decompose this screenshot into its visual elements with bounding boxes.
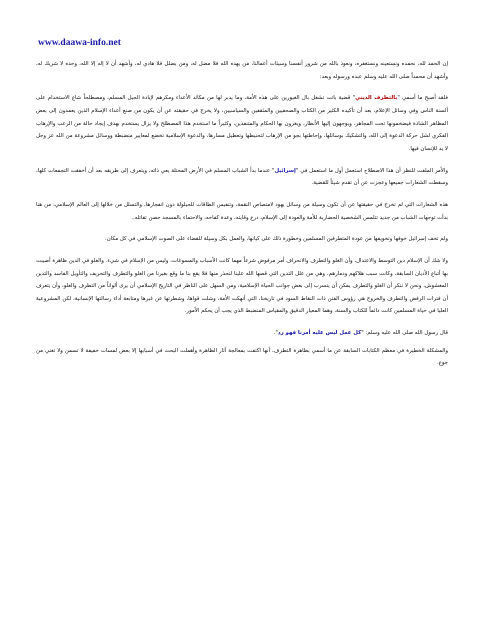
highlighted-term: إسرائيل xyxy=(274,167,296,174)
paragraph-text: والأمر الملفت للنظر أن هذا الاصطلاح استعمل أول ما استعمل في " xyxy=(295,167,448,174)
paragraph-text: " عندما بدأ الشباب المسلم في الأرض المحتلة يعي ذاته، ويتعرف إلى طريقه بعد أن أخفقت التجمعات كلها، وسقطت الشعارات جميعها وعجزت عن أن تقدم شيئاً للقضية. xyxy=(36,167,448,187)
paragraph-text: إن الحمد لله، نحمده ونستعينه ونستغفره، ونعوذ بالله من شرور أنفسنا وسيئات أعمالنا، من يهده الله فلا مضل له، ومن يضلل فلا هادي له، وأشهد أن لا إله إلا الله، وحده لا شريك له، وأشهد أن محمداً صلى الله عليه وسلم عبده ورسوله وبعد: xyxy=(36,61,448,80)
paragraph-text: والمشكلة الخطيرة في معظم الكتابات السابقة عن ما أسمي بظاهرة التطرف، أنها اكتفت بمعالجة آثار الظاهرة وأهملت البحث في أسبابها إلا بعض لمسات خفيفة لا تسمن ولا تغني من جوع. xyxy=(36,347,448,367)
paragraph-text: ". xyxy=(273,330,278,337)
paragraph-problem xyxy=(36,345,448,370)
paragraph-israel-fear xyxy=(36,233,448,246)
paragraph-slogans xyxy=(36,199,448,224)
hadith-quote: كل عمل ليس عليه أمرنا فهو رد xyxy=(277,330,362,337)
paragraph-israel-origin xyxy=(36,165,448,190)
paragraph-text: فلقد أصبح ما أسمي " xyxy=(397,95,448,102)
paragraph-hadith xyxy=(36,327,448,340)
paragraph-text: قال رسول الله صلى الله عليه وسلم: " xyxy=(361,330,448,337)
paragraph-religious-extremism xyxy=(36,92,448,155)
paragraph-text: ولا شك أن الإسلام دين التوسط والاعتدال، وأن الغلو والتطرف والانحراف أمر مرفوض شرعاً مهما كانت الأسباب والمسوغات، وليس من الإسلام في شيء. والغلو في الدين ظاهرة أصيبت بها أتباع الأديان السابقة، وكانت سبب هلاكهم ودمارهم، وهي من علل التدين التي قصها الله علينا لنحذر منها فلا يقع بنا ما وقع بغيرنا من الغلو والتطرف والتحريف والتأويل الفاسد والتدين المغشوش، ونحن لا ننكر أن الغلو والتطرف يمكن أن يتسرب إلى بعض جوانب الحياة الإسلامية، ومن السهل على الناظر في التاريخ الإسلامي أن يرى ألواناً من التطرف والغلو، وأن يتعرف أن فترات الرفض والتطرف والخروج هي رؤوس الفتن ذات النقاط السود في تاريخنا، التي أنهكت الأمة، وشلت قواها، وشطرتها عن غيرها ومتابعة أداء رسالتها الإنسانية، لكن المشروعية العليا في حياة المسلمين كانت دائماً للكتاب والسنة، وهما المعيار الدقيق والمقياس المنضبط الذي يجب أن يحكم الأمور. xyxy=(36,258,448,315)
paragraph-text: هذه الشعارات التي لم تخرج في حقيقتها عن أن تكون وسيلة من وسائل يهود لامتصاص النقمة، وتنفيس الطاقات للحيلولة دون انفجارها، والتسلل من خلالها إلى العالم الإسلامي، من هنا بدأت توجهات الشباب من جديد تتلمس الشخصية الحضارية للأمة والعودة إلى الإسلام، درع وقايته، وعدة كفاحه، والاحتماء بالمسجد حصن تقاتله.. xyxy=(36,201,448,221)
paragraph-moderation xyxy=(36,255,448,318)
highlighted-term: بالتطرف الديني xyxy=(355,95,398,102)
paragraph-opening xyxy=(36,58,448,83)
paragraph-text: " قضية باتت تشغل بال الغيورين على هذه الأمة، وما يدبر لها من مكائد الأعداء ومكرهم لإبادة الجيل المسلم، ومصطلحاً شاع الاستخدام على ألسنة الناس وفي وسائل الإعلام، بعد أن تأكيده الكثير من الكتاب والصحفيين والمثقفين والسياسيين، ولا يخرج في حقيقته عن أن يكون من صنع أعداء الإسلام الذين يعمدون إلى بعض المظاهر الشاذة فيضخمونها تحت المجاهر، ويوجهون إليها الأنظار، ويغرون بها الحكام والمتنفذين، وكثيراً ما استخدم هذا المصطلح ولا يزال يستخدم بهدف إيجاد حالة من الرعب والإرهاب الفكري لشل حركة الدعوة إلى الله، والتشكيك بوسائلها، وإحاطتها بجو من الإرهاب لتحنيطها وتعطيل مسارها، والدعوة الإسلامية تخضع لمعايير منضبطة ووسائل مشروعة من الله عز وجل لا يد للإنسان فيها. xyxy=(36,95,448,152)
article-body xyxy=(36,58,448,379)
site-url-header[interactable]: www.daawa-info.net xyxy=(38,38,121,48)
paragraph-text: ولم تخف إسرائيل خوفها وتخويفها من عودة المتطرفين المسلمين وخطورة ذلك على كيانها، والعمل بكل وسيلة للقضاء على الصوت الإسلامي في كل مكان. xyxy=(105,236,448,243)
